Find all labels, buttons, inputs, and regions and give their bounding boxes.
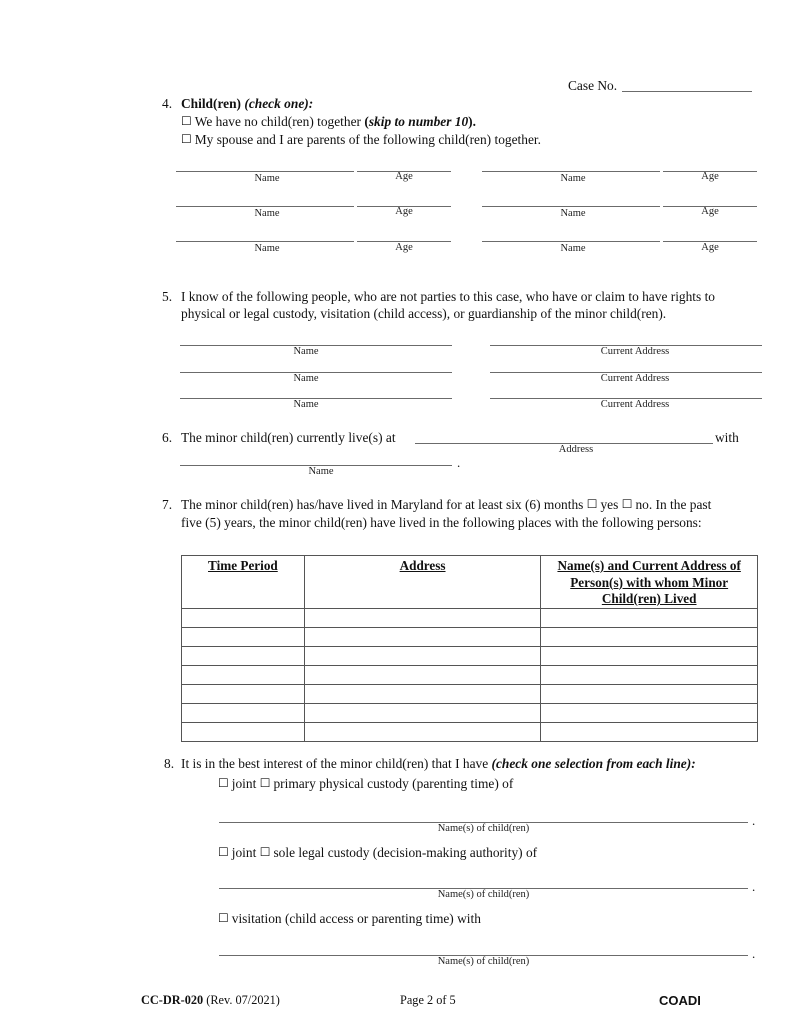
case-number-label [568,78,617,94]
section-6-with: with [715,430,739,445]
child-age-label: Age [395,206,413,217]
case-number-field[interactable] [622,91,752,92]
paren-close: ). [468,114,476,129]
physical-children-label: Name(s) of child(ren) [437,823,530,834]
section-7-number: 7. [162,497,173,512]
table-row [182,646,758,665]
physical-custody-label: primary physical custody (parenting time) of [273,776,514,791]
section-7-line1 [181,497,711,513]
persons-cell[interactable] [541,608,758,627]
time-period-cell[interactable] [182,608,305,627]
have-children-checkbox[interactable]: ☐ [181,132,192,146]
address-cell[interactable] [304,722,541,741]
yes-label: yes [600,497,619,512]
address-header: Address [304,556,541,609]
child-name-field[interactable] [482,241,660,242]
section-5-number: 5. [162,289,173,304]
joint-label: joint [231,845,257,860]
section-6-number: 6. [162,430,173,445]
section-4-heading [181,96,313,112]
child-age-label: Age [395,171,413,182]
persons-cell[interactable] [541,703,758,722]
child-age-label: Age [701,171,719,182]
residence-name-label: Name [308,466,334,477]
physical-custody-option [218,776,513,792]
section-8-number: 8. [164,756,175,771]
persons-cell[interactable] [541,722,758,741]
section-5-line2: physical or legal custody, visitation (child access), or guardianship of the minor child(ren). [181,306,667,321]
physical-primary-checkbox[interactable]: ☐ [259,776,271,790]
paren-open: ( [364,114,369,129]
persons-cell[interactable] [541,684,758,703]
persons-cell[interactable] [541,646,758,665]
table-row [182,703,758,722]
visitation-children-label: Name(s) of child(ren) [437,956,530,967]
case-no-text: Case No. [568,78,618,93]
visitation-option [218,911,481,927]
time-period-cell[interactable] [182,722,305,741]
no-children-checkbox[interactable]: ☐ [181,114,192,128]
section-8-note: (check one selection from each line): [491,756,696,771]
table-row [182,722,758,741]
address-cell[interactable] [304,703,541,722]
coadi-label: COADI [659,993,701,1008]
custodian-address-label: Current Address [600,399,670,410]
page-number: Page 2 of 5 [400,993,456,1007]
visitation-period: . [752,946,756,961]
legal-sole-checkbox[interactable]: ☐ [259,845,271,859]
table-row [182,665,758,684]
section-6-text: The minor child(ren) currently live(s) at [181,430,396,445]
child-name-field[interactable] [482,206,660,207]
legal-children-label: Name(s) of child(ren) [437,889,530,900]
joint-label: joint [231,776,257,791]
child-name-field[interactable] [176,206,354,207]
table-row [182,627,758,646]
table-row [182,684,758,703]
child-name-label: Name [560,208,586,219]
persons-cell[interactable] [541,665,758,684]
persons-cell[interactable] [541,627,758,646]
time-period-cell[interactable] [182,646,305,665]
section-7-line2: five (5) years, the minor child(ren) have lived in the following places with the following persons: [181,515,702,530]
persons-header: Name(s) and Current Address of Person(s) with whom Minor Child(ren) Lived [541,556,758,609]
skip-note: skip to number 10 [368,114,469,129]
table-header-row [182,556,758,609]
time-period-cell[interactable] [182,684,305,703]
form-code: CC-DR-020 [141,993,204,1007]
address-cell[interactable] [304,646,541,665]
residence-address-label: Address [558,444,594,455]
legal-custody-label: sole legal custody (decision-making authority) of [273,845,538,860]
visitation-label: visitation (child access or parenting time) with [231,911,481,926]
legal-period: . [752,879,756,894]
maryland-yes-checkbox[interactable]: ☐ [586,497,598,511]
child-name-field[interactable] [176,241,354,242]
child-name-label: Name [254,243,280,254]
custodian-address-label: Current Address [600,346,670,357]
have-children-option [181,132,541,148]
address-cell[interactable] [304,627,541,646]
section-4-note: (check one): [244,96,314,111]
section-6-period: . [457,455,461,470]
child-name-label: Name [560,243,586,254]
section-4-number: 4. [162,96,173,111]
custodian-name-label: Name [293,399,319,410]
child-name-label: Name [560,173,586,184]
time-period-header: Time Period [182,556,305,609]
no-children-option [181,114,476,130]
child-name-label: Name [254,208,280,219]
physical-period: . [752,813,756,828]
section-8-intro [181,756,696,772]
physical-joint-checkbox[interactable]: ☐ [218,776,229,790]
custodian-name-label: Name [293,373,319,384]
maryland-no-checkbox[interactable]: ☐ [621,497,633,511]
child-name-label: Name [254,173,280,184]
residence-history-table [181,555,758,742]
child-age-label: Age [701,206,719,217]
have-children-text: My spouse and I are parents of the following child(ren) together. [194,132,541,147]
child-name-field[interactable] [482,171,660,172]
section-4-title: Child(ren) [181,96,242,111]
table-row [182,608,758,627]
time-period-cell[interactable] [182,703,305,722]
form-revision: (Rev. 07/2021) [203,993,280,1007]
time-period-cell[interactable] [182,665,305,684]
time-period-cell[interactable] [182,627,305,646]
legal-joint-checkbox[interactable]: ☐ [218,845,229,859]
child-age-label: Age [395,242,413,253]
visitation-checkbox[interactable]: ☐ [218,911,229,925]
address-cell[interactable] [304,665,541,684]
form-id [141,993,280,1008]
no-children-text: We have no child(ren) together [194,114,365,129]
section-8-intro-text: It is in the best interest of the minor child(ren) that I have [181,756,492,771]
custodian-address-label: Current Address [600,373,670,384]
address-cell[interactable] [304,608,541,627]
section-5-line1: I know of the following people, who are not parties to this case, who have or claim to have rights to [181,289,716,304]
maryland-residency-text: The minor child(ren) has/have lived in Maryland for at least six (6) months [181,497,584,512]
legal-custody-option [218,845,537,861]
custodian-name-label: Name [293,346,319,357]
no-label: no. In the past [635,497,712,512]
address-cell[interactable] [304,684,541,703]
child-age-label: Age [701,242,719,253]
child-name-field[interactable] [176,171,354,172]
